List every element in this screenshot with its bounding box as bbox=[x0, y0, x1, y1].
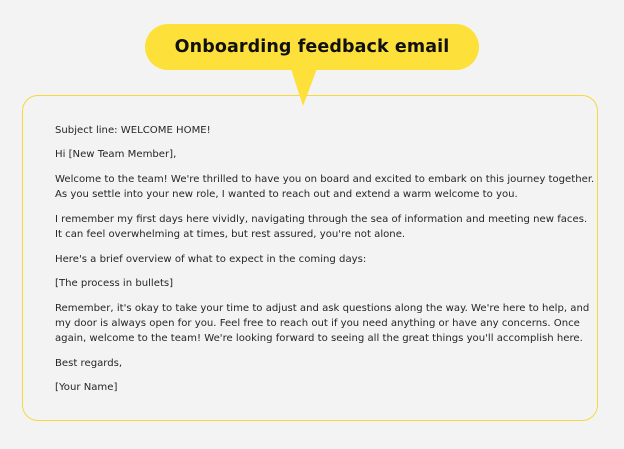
signature: [Your Name] bbox=[55, 382, 118, 394]
text-line: my door is always open for you. Feel free to reach out if you need anything or have any concerns. Once bbox=[55, 317, 580, 329]
text-line: I remember my first days here vividly, navigating through the sea of information and meeting new faces. bbox=[55, 213, 588, 225]
welcome-paragraph bbox=[55, 172, 595, 203]
page-title: Onboarding feedback email bbox=[174, 37, 450, 57]
title-bubble bbox=[145, 24, 479, 70]
text-line: Remember, it's okay to take your time to adjust and ask questions along the way. We're here to help, and bbox=[55, 302, 590, 314]
subject-line: Subject line: WELCOME HOME! bbox=[55, 125, 211, 136]
closing-paragraph bbox=[55, 301, 595, 347]
sign-off: Best regards, bbox=[55, 357, 123, 369]
process-placeholder: [The process in bullets] bbox=[55, 278, 174, 290]
text-line: again, welcome to the team! We're looking forward to seeing all the great things you'll accomplish here. bbox=[55, 333, 583, 345]
overview-intro: Here's a brief overview of what to expect in the coming days: bbox=[55, 253, 367, 265]
greeting: Hi [New Team Member], bbox=[55, 149, 177, 161]
text-line: As you settle into your new role, I wanted to reach out and extend a warm welcome to you. bbox=[55, 189, 518, 201]
text-line: It can feel overwhelming at times, but rest assured, you're not alone. bbox=[55, 229, 406, 241]
text-line: Welcome to the team! We're thrilled to have you on board and excited to embark on this journey together. bbox=[55, 173, 595, 185]
first-days-paragraph bbox=[55, 212, 595, 243]
speech-bubble-tail-icon bbox=[290, 66, 318, 106]
email-body bbox=[55, 123, 595, 405]
